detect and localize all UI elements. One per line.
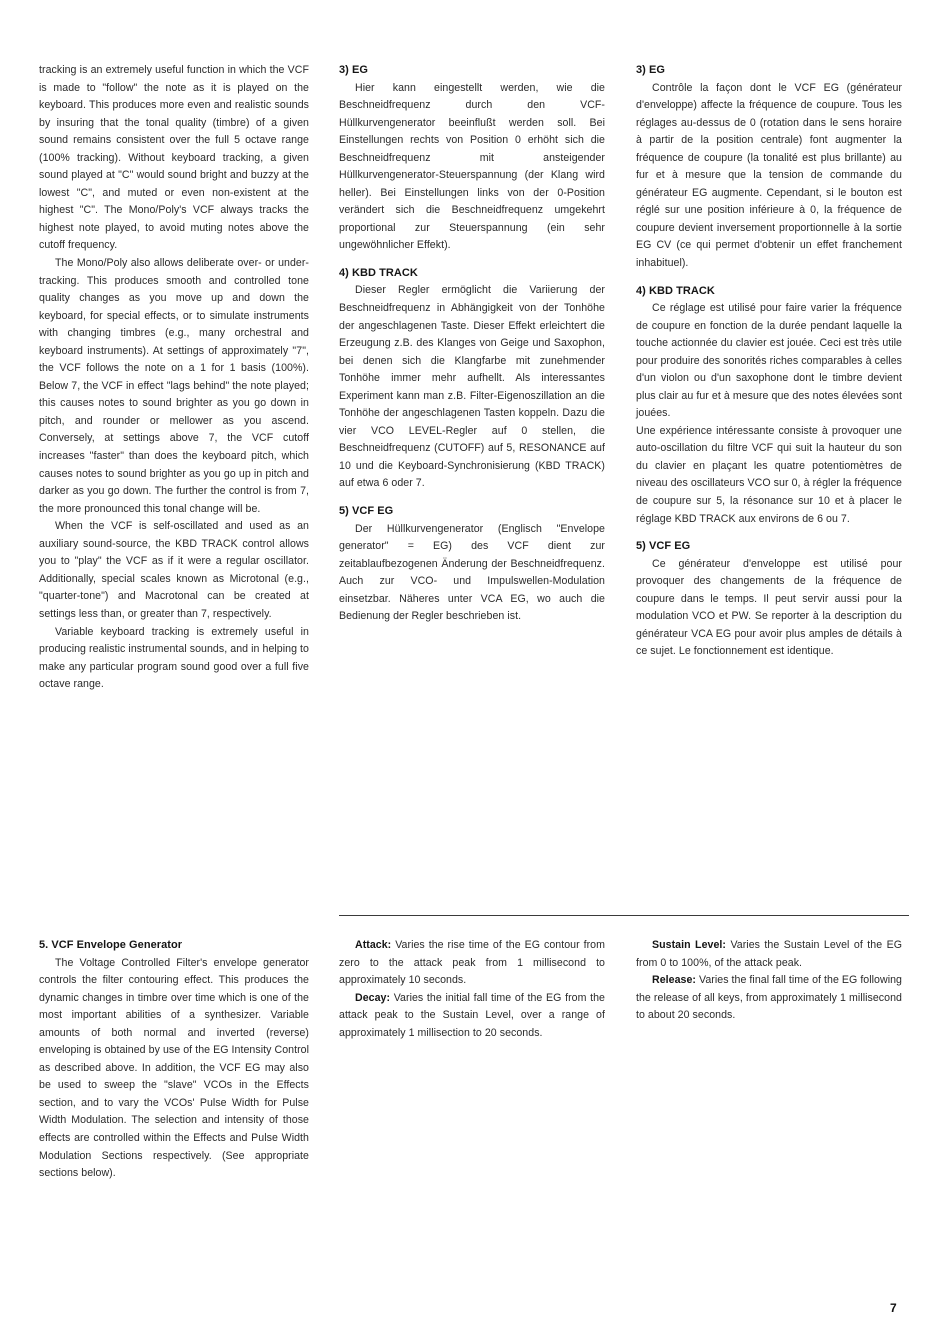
decay-label: Decay: [355, 991, 391, 1004]
french-paragraph-eg: Contrôle la façon dont le VCF EG (générateur d'enveloppe) affecte la fréquence de coupure. Tous les réglages au-dessus de 0 (rotation dans le sens horaire à partir de la position centrale) font augmenter la fréquence de coupure (la tonalité est plus brillante) au fur et à mesure que la tension de commande du générateur EG augmente. Cependant, si le bouton est réglé sur une position inférieure à 0, la fréquence de coupure devient inversement proportionnelle à la sortie EG CV (ce qui permet d'obtenir un effet franchement inhabituel). [636, 81, 902, 269]
section-divider [339, 915, 909, 916]
english-paragraph-overtracking: The Mono/Poly also allows deliberate over- or under-tracking. This produces smooth and controlled tone quality changes as you move up and down the keyboard, for special effects, or to simulate instruments with changing timbres (e.g., many orchestral and keyboard instruments). At settings of approximately "7", the VCF follows the note on a 1 for 1 basis (100%). Below 7, the VCF in effect "lags behind" the note played; this causes notes to sound brighter as you go down in pitch, and rounder or mellower as you ascend. Conversely, at settings above 7, the VCF cutoff increases "faster" than does the keyboard pitch, which causes notes to sound brighter as you go up in pitch and darker as you go down. The further the control is from 7, the more pronounced this tonal change will be. [39, 257, 309, 515]
french-paragraph-experiment: Une expérience intéressante consiste à provoquer une auto-oscillation du filtre VCF qui suit la hauteur du son du clavier en plaçant les quatre potentiomètres de niveau des oscillateurs VCO sur 0, à régler la fréquence de coupure sur 5, la résonance sur 10 et à placer le réglage KBD TRACK aux environs de 6 ou 7. [636, 424, 902, 525]
german-heading-vcf-eg: 5) VCF EG [339, 505, 394, 518]
page-number: 7 [890, 1301, 897, 1315]
german-paragraph-kbd-track: Dieser Regler ermöglicht die Variierung der Beschneidfrequenz in Abhängigkeit von der Tonhöhe der angeschlagenen Taste. Dieser Effekt erleichtert die Erzeugung z.B. des Klanges von Geige und Saxophon, bei denen sich die Klangfarbe mit zunehmender Tonhöhe immer mehr aufhellt. Als interessantes Experiment kann man z.B. Filter-Eigenoszillation an die Tonhöhe der angeschlagenen Tasten koppeln. Dazu die vier VCO LEVEL-Regler auf 0 stellen, die Beschneidfrequenz (CUTOFF) auf 5, RESONANCE auf 10 und die Keyboard-Synchronisierung (KBD TRACK) auf etwa 6 oder 7. [339, 284, 605, 490]
release-paragraph [636, 972, 902, 1025]
sustain-label: Sustain Level: [652, 939, 726, 951]
french-heading-kbd-track: 4) KBD TRACK [636, 284, 715, 297]
german-paragraph-vcf-eg: Der Hüllkurvengenerator (Englisch "Envelope generator" = EG) des VCF dient zur zeitablaufbezogenen Änderung der Beschneidfrequenz. Auch zur VCO- und Impulswellen-Modulation einsetzbar. Näheres unter VCA EG, wo auch die Bedienung der Regler beschrieben ist. [339, 522, 605, 623]
sustain-paragraph [636, 937, 902, 972]
french-heading-eg: 3) EG [636, 64, 665, 76]
decay-text: Varies the initial fall time of the EG from the attack peak to the Sustain Level, over a range of approximately 1 millisection to 20 seconds. [339, 991, 605, 1039]
sustain-text: Varies the Sustain Level of the EG from 0 to 100%, of the attack peak. [636, 939, 903, 969]
envelope-generator-paragraph: The Voltage Controlled Filter's envelope generator controls the filter contouring effect. This produces the dynamic changes in timbre over time which is one of the most important abilities of a synthesizer. Variable amounts of both normal and inverted (reverse) enveloping is obtained by use of the EG Intensity Control as described above. In addition, the VCF EG may also be used to sweep the "slave" VCOs in the Effects section, and to vary the VCOs' Pulse Width for Pulse Width Modulation. The selection and intensity of those effects are controlled within the Effects and Pulse Width Modulation Sections respectively. (See appropriate sections below). [39, 956, 309, 1180]
release-label: Release: [652, 974, 696, 987]
english-paragraph-variable-tracking: Variable keyboard tracking is extremely useful in producing realistic instrumental sounds, and in helping to make any particular program sound good over a full five octave range. [39, 625, 309, 691]
attack-text: Varies the rise time of the EG contour from zero to the attack peak from 1 millisecond to approximately 10 seconds. [339, 939, 605, 987]
english-column [39, 62, 309, 694]
french-paragraph-kbd-track: Ce réglage est utilisé pour faire varier la fréquence de coupure en fonction de la durée pendant laquelle la touche actionnée du clavier est jouée. Ceci est très utile pour produire des sonorités riches comparables à celles d'un violon ou d'un saxophone dont le timbre devient plus clair au fur et à mesure que des notes élevées sont jouées. [636, 302, 902, 420]
decay-paragraph [339, 990, 605, 1043]
french-paragraph-vcf-eg: Ce générateur d'enveloppe est utilisé pour provoquer des changements de la fréquence de coupure dans le temps. Il peut servir aussi pour la modulation VCO et PW. Se reporter à la description du générateur VCA EG pour avoir plus amples de détails à ce sujet. Le fonctionnement est identique. [636, 557, 902, 658]
german-heading-eg: 3) EG [339, 64, 368, 76]
german-column [339, 62, 605, 626]
sustain-release-column [636, 937, 902, 1025]
german-paragraph-eg: Hier kann eingestellt werden, wie die Beschneidfrequenz durch den VCF-Hüllkurvengenerator beeinflußt werden soll. Bei Einstellungen rechts von Position 0 erhöht sich die Beschneidfrequenz mit ansteigender Hüllkurvengenerator-Steuerspannung (der Klang wird heller). Bei Einstellungen links von der 0-Position verändert sich die Beschneidfrequenz umgekehrt proportional zur Steuerspannung (ein sehr ungewöhnlicher Effekt). [339, 81, 605, 252]
release-text: Varies the final fall time of the EG following the release of all keys, from approximately 1 millisecond to about 20 seconds. [636, 974, 902, 1022]
french-heading-vcf-eg: 5) VCF EG [636, 540, 691, 553]
attack-paragraph [339, 937, 605, 990]
english-paragraph-tracking: tracking is an extremely useful function in which the VCF is made to "follow" the note as it is played on the keyboard. This produces more even and realistic sounds by insuring that the tonal quality (timbre) of a given sound remains consistent over the full 5 octave range (100% tracking). Without keyboard tracking, a given sound played at "C" would sound bright and buzzy at the lowest "C", and muted or even non-existent at the highest "C". The Mono/Poly's VCF always tracks the highest note played, to avoid muting notes above the cutoff frequency. [39, 64, 309, 252]
attack-label: Attack: [355, 939, 392, 951]
german-heading-kbd-track: 4) KBD TRACK [339, 266, 418, 279]
french-column [636, 62, 902, 661]
attack-decay-column [339, 937, 605, 1042]
envelope-generator-section [39, 937, 309, 1183]
envelope-generator-heading: 5. VCF Envelope Generator [39, 939, 183, 951]
english-paragraph-self-oscillation: When the VCF is self-oscillated and used as an auxiliary sound-source, the KBD TRACK control allows you to "play" the VCF as if it were a regular oscillator. Additionally, special scales known as Microtonal (e.g., "quarter-tone") and Macrotonal can be created at settings less than, or greater than 7, respectively. [39, 520, 309, 620]
